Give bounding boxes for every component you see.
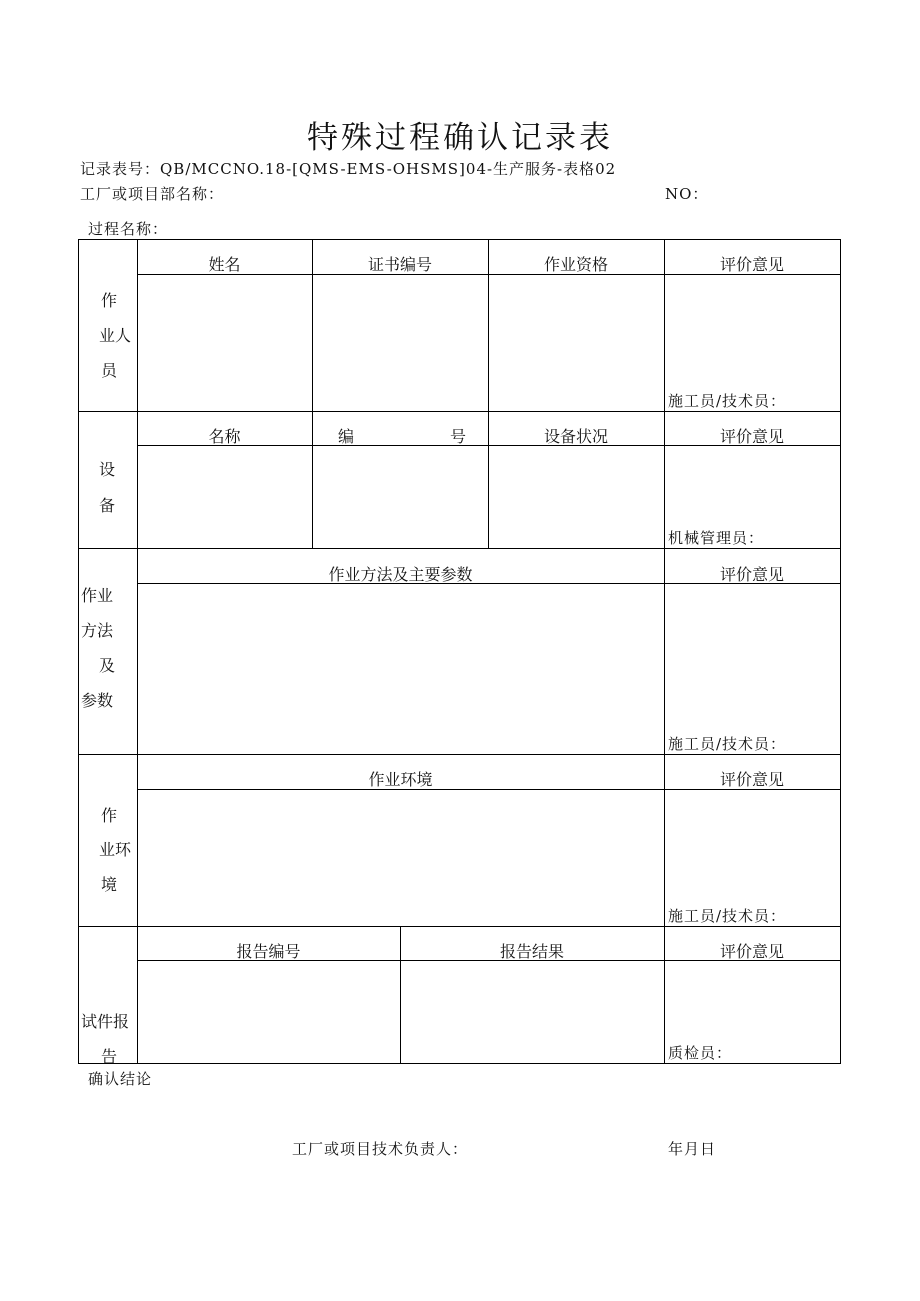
test-report-label-1: 试件报 — [81, 1012, 130, 1031]
col-qualification: 作业资格 — [543, 255, 608, 274]
personnel-signature: 施工员/技术员： — [668, 392, 787, 410]
col-report-result: 报告结果 — [499, 942, 564, 961]
form-number: 记录表号：QB/MCCNO.18-[QMS-EMS-OHSMS]04-生产服务-表格02 — [80, 160, 617, 178]
method-label-4: 参数 — [81, 691, 114, 710]
col-method-evaluation: 评价意见 — [719, 565, 784, 584]
no-label: NO： — [665, 185, 709, 203]
environment-label-3: 境 — [101, 875, 118, 894]
col-evaluation: 评价意见 — [719, 255, 784, 274]
conclusion-label: 确认结论 — [88, 1070, 153, 1088]
personnel-label-3: 员 — [101, 361, 118, 380]
col-equipment-status: 设备状况 — [543, 427, 608, 446]
date-label: 年月日 — [668, 1140, 717, 1158]
col-report-number: 报告编号 — [236, 942, 301, 961]
col-equipment-name: 名称 — [208, 427, 241, 446]
equipment-label-2: 备 — [99, 496, 116, 515]
method-label-1: 作业 — [81, 586, 114, 605]
col-environment: 作业环境 — [368, 770, 433, 789]
col-equipment-evaluation: 评价意见 — [719, 427, 784, 446]
environment-label-2: 业环 — [99, 840, 132, 859]
responsible-label: 工厂或项目技术负责人： — [292, 1140, 469, 1158]
col-method-params: 作业方法及主要参数 — [328, 565, 473, 584]
personnel-label-1: 作 — [101, 291, 118, 310]
equipment-signature: 机械管理员： — [668, 529, 765, 547]
col-equipment-number-2: 号 — [450, 427, 467, 446]
col-report-evaluation: 评价意见 — [719, 942, 784, 961]
method-label-2: 方法 — [81, 621, 114, 640]
test-report-signature: 质检员： — [668, 1044, 733, 1062]
environment-signature: 施工员/技术员： — [668, 907, 787, 925]
method-label-3: 及 — [99, 656, 116, 675]
page-title: 特殊过程确认记录表 — [307, 120, 613, 156]
col-equipment-number-1: 编 — [338, 427, 355, 446]
equipment-label-1: 设 — [99, 460, 116, 479]
personnel-label-2: 业人 — [99, 326, 132, 345]
test-report-label-2: 告 — [101, 1047, 118, 1066]
environment-label-1: 作 — [101, 806, 118, 825]
process-name-label: 过程名称： — [88, 220, 169, 238]
method-signature: 施工员/技术员： — [668, 735, 787, 753]
col-cert-number: 证书编号 — [367, 255, 432, 274]
factory-name-label: 工厂或项目部名称： — [80, 185, 225, 203]
col-name: 姓名 — [208, 255, 241, 274]
col-environment-evaluation: 评价意见 — [719, 770, 784, 789]
